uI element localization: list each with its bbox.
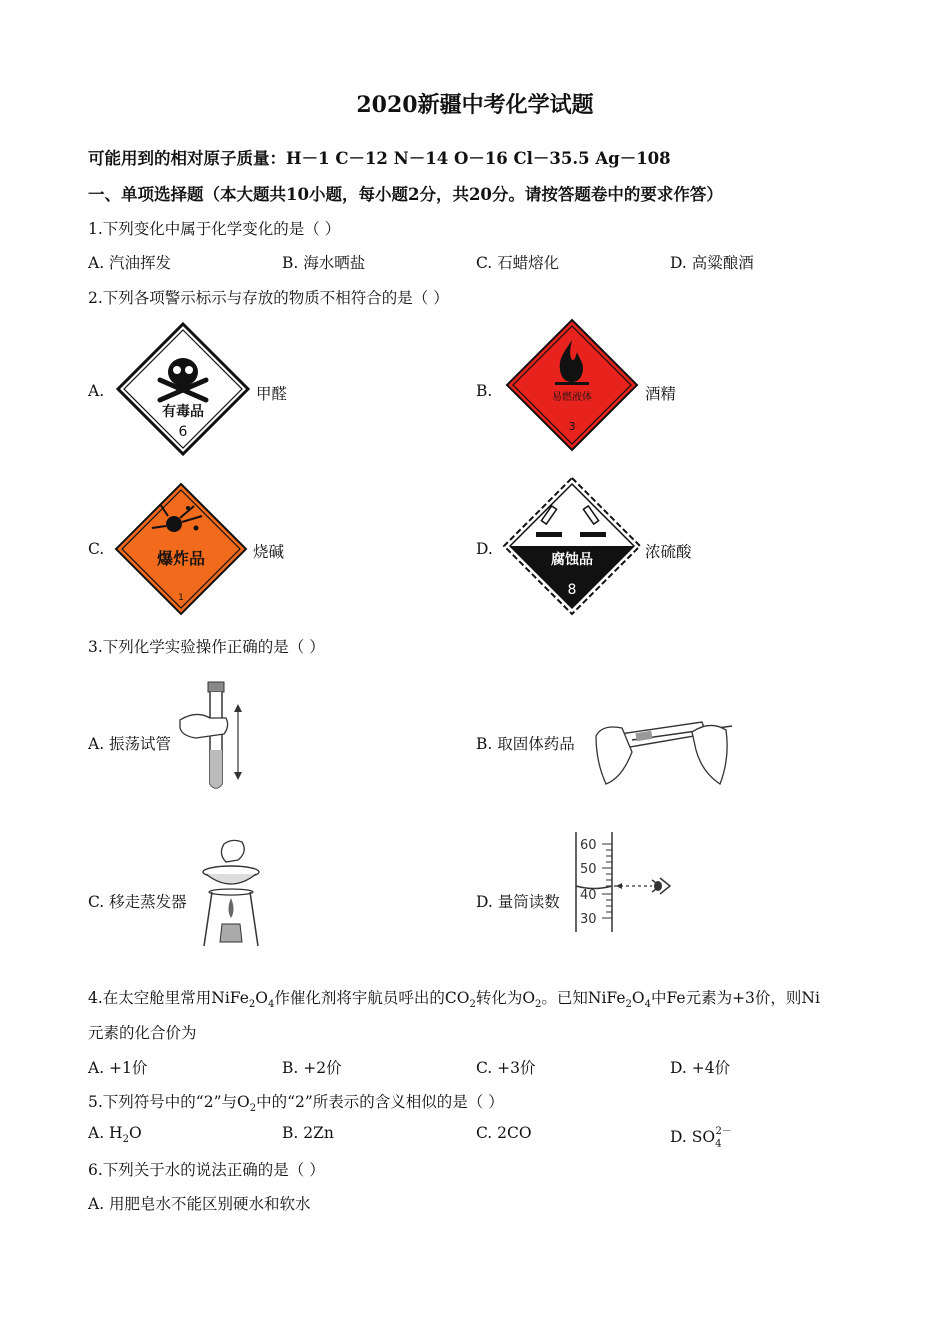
shaking-test-tube-figure-icon bbox=[176, 680, 246, 794]
q2-option-c-substance: 烧碱 bbox=[253, 543, 285, 561]
q4-option-a: A. +1价 bbox=[88, 1059, 148, 1077]
atomic-masses: 可能用到的相对原子质量：H－1 C－12 N－14 O－16 Cl－35.5 Ag－108 bbox=[88, 149, 671, 168]
q2-option-b-letter: B. bbox=[476, 382, 493, 400]
q1-option-d: D. 高粱酿酒 bbox=[670, 254, 754, 272]
corrosive-sign-label: 腐蚀品 bbox=[551, 552, 593, 568]
q2-option-b-substance: 酒精 bbox=[645, 385, 677, 403]
q3-option-a: A. 振荡试管 bbox=[88, 735, 172, 753]
q2-option-a-substance: 甲醛 bbox=[256, 385, 288, 403]
explosive-sign-icon bbox=[114, 482, 248, 616]
flammable-sign-label: 易燃液体 bbox=[552, 392, 592, 403]
cylinder-tick-40: 40 bbox=[580, 888, 597, 903]
q5-option-d: D. $SO_4^{2-}$ bbox=[670, 1126, 732, 1150]
q5-option-c: C. 2CO bbox=[476, 1124, 532, 1142]
q3-option-b: B. 取固体药品 bbox=[476, 735, 575, 753]
graduated-cylinder-reading-figure-icon bbox=[572, 828, 676, 934]
flammable-liquid-sign-icon bbox=[505, 318, 639, 452]
cylinder-tick-50: 50 bbox=[580, 862, 597, 877]
q5-option-a: A. $H_2O$ bbox=[88, 1124, 142, 1146]
q4-option-b: B. +2价 bbox=[282, 1059, 342, 1077]
section-heading: 一、单项选择题（本大题共10小题，每小题2分，共20分。请按答题卷中的要求作答） bbox=[88, 185, 723, 204]
question-2-stem: 2.下列各项警示标示与存放的物质不相符合的是（ ） bbox=[88, 289, 449, 307]
q2-option-c-letter: C. bbox=[88, 540, 105, 558]
question-6-stem: 6.下列关于水的说法正确的是（ ） bbox=[88, 1161, 325, 1179]
q1-option-b: B. 海水晒盐 bbox=[282, 254, 366, 272]
cylinder-tick-30: 30 bbox=[580, 912, 597, 927]
toxic-sign-label: 有毒品 bbox=[162, 404, 204, 420]
q3-option-d: D. 量筒读数 bbox=[476, 893, 560, 911]
q1-option-a: A. 汽油挥发 bbox=[88, 254, 172, 272]
question-4-stem-line2: 元素的化合价为 bbox=[88, 1024, 197, 1042]
q4-option-c: C. +3价 bbox=[476, 1059, 536, 1077]
corrosive-sign-icon bbox=[502, 476, 642, 616]
question-3-stem: 3.下列化学实验操作正确的是（ ） bbox=[88, 638, 325, 656]
flammable-sign-number: 3 bbox=[568, 420, 576, 433]
question-5-stem: 5.下列符号中的“2”与$O_2$中的“2”所表示的含义相似的是（ ） bbox=[88, 1093, 504, 1115]
q2-option-d-letter: D. bbox=[476, 540, 493, 558]
q5-option-b: B. 2Zn bbox=[282, 1124, 334, 1142]
explosive-sign-number: 1 bbox=[178, 593, 184, 603]
cylinder-tick-60: 60 bbox=[580, 838, 597, 853]
q2-option-d-substance: 浓硫酸 bbox=[645, 543, 692, 561]
q1-option-c: C. 石蜡熔化 bbox=[476, 254, 560, 272]
explosive-sign-label: 爆炸品 bbox=[156, 549, 206, 568]
question-1-stem: 1.下列变化中属于化学变化的是（ ） bbox=[88, 220, 341, 238]
taking-solid-reagent-figure-icon bbox=[592, 712, 734, 792]
evaporating-dish-figure-icon bbox=[198, 838, 264, 950]
page-title: 2020新疆中考化学试题 bbox=[356, 92, 594, 118]
q4-option-d: D. +4价 bbox=[670, 1059, 731, 1077]
q2-option-a-letter: A. bbox=[88, 382, 105, 400]
question-4-stem-line1: 4.在太空舱里常用$NiFe_2O_4$作催化剂将宇航员呼出的$CO_2$转化为$O_2$。已知$NiFe_2O_4$中Fe元素为+3价，则Ni bbox=[88, 989, 820, 1011]
toxic-sign-number: 6 bbox=[178, 424, 188, 440]
corrosive-sign-number: 8 bbox=[567, 582, 577, 598]
toxic-sign-icon bbox=[116, 322, 250, 456]
q3-option-c: C. 移走蒸发器 bbox=[88, 893, 187, 911]
q6-option-a: A. 用肥皂水不能区别硬水和软水 bbox=[88, 1195, 311, 1213]
